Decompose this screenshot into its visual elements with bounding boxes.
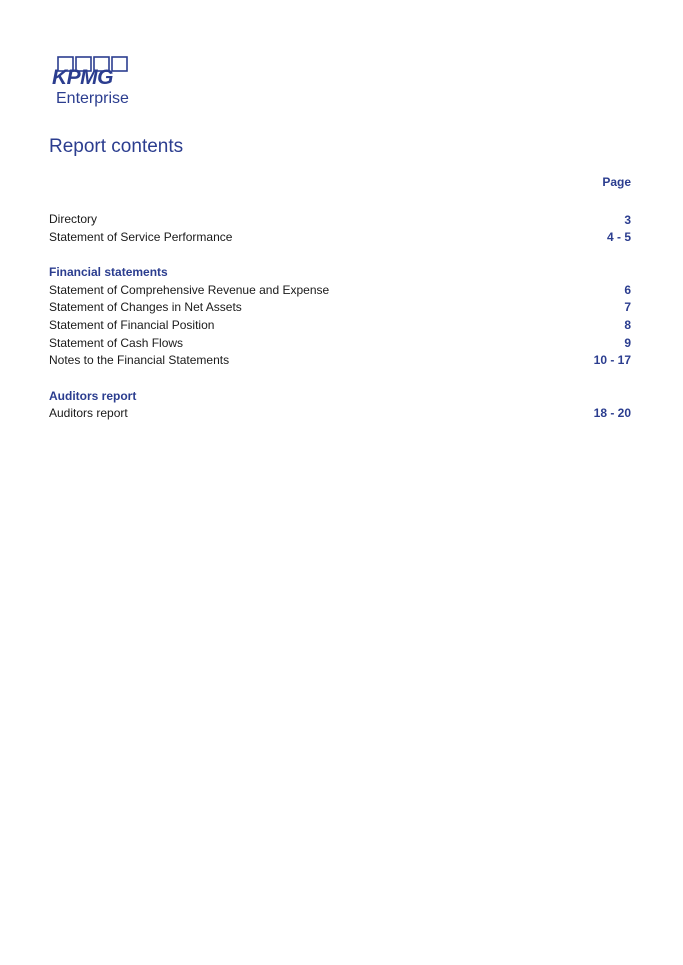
toc-label: Notes to the Financial Statements	[49, 353, 230, 367]
toc-label: Statement of Cash Flows	[49, 336, 184, 350]
toc-page: 7	[624, 300, 631, 314]
section-heading-financial: Financial statements	[49, 265, 168, 279]
toc-row[interactable]	[49, 283, 631, 299]
page-column-header: Page	[602, 175, 631, 189]
toc-page: 18 - 20	[593, 406, 631, 420]
toc-label: Auditors report	[49, 406, 128, 420]
toc-row[interactable]	[49, 318, 631, 334]
toc-label: Statement of Service Performance	[49, 230, 233, 244]
svg-text:KPMG: KPMG	[52, 66, 113, 88]
toc-page: 9	[624, 336, 631, 350]
section-heading-auditors: Auditors report	[49, 389, 137, 403]
toc-label: Statement of Changes in Net Assets	[49, 300, 242, 314]
toc-page: 6	[624, 283, 631, 297]
toc-row[interactable]	[49, 353, 631, 369]
toc-page: 4 - 5	[606, 230, 631, 244]
toc-row[interactable]	[49, 300, 631, 316]
toc-page: 8	[624, 318, 631, 332]
page-title: Report contents	[49, 136, 184, 157]
toc-label: Directory	[49, 212, 98, 226]
toc-row[interactable]	[49, 406, 631, 422]
logo-subtitle: Enterprise	[56, 90, 129, 107]
kpmg-logo-icon	[52, 56, 132, 88]
toc-row[interactable]	[49, 230, 631, 246]
toc-label: Statement of Financial Position	[49, 318, 215, 332]
toc-row[interactable]	[49, 212, 631, 228]
toc-label: Statement of Comprehensive Revenue and Expense	[49, 283, 330, 297]
toc-page: 10 - 17	[593, 353, 631, 367]
toc-page: 3	[624, 213, 631, 227]
toc-row[interactable]	[49, 336, 631, 352]
kpmg-logo	[52, 56, 132, 112]
